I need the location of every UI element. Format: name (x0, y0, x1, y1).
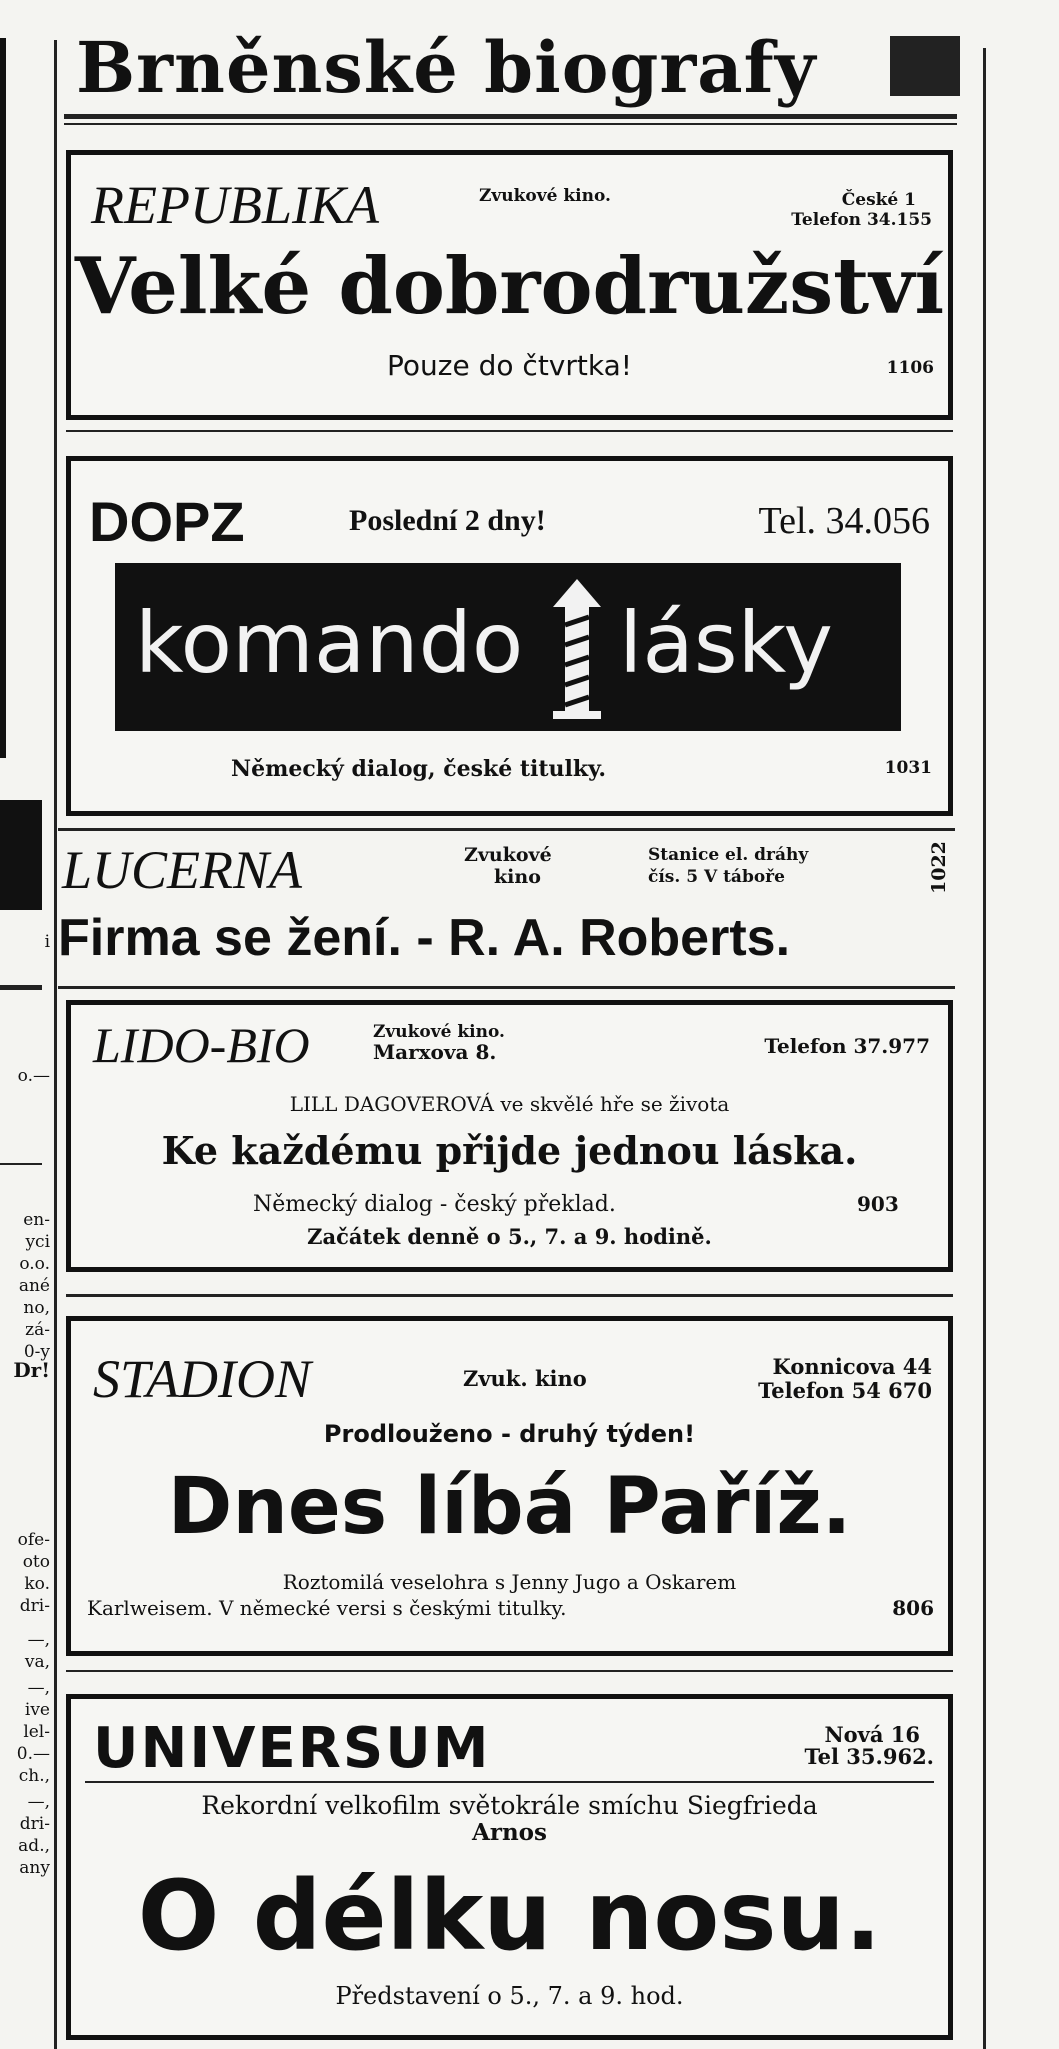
cinema-address: Konnicova 44 (772, 1354, 932, 1379)
cinema-name: DOPZ (89, 490, 245, 553)
cinema-type: Zvuk. kino (463, 1366, 587, 1391)
cinema-type-line1: Zvukové (464, 844, 552, 866)
left-fragment-line: oto (22, 1552, 50, 1572)
left-fragment-line: dri- (19, 1596, 50, 1616)
left-fragment-line: va, (24, 1652, 50, 1672)
cinema-phone: Tel 35.962. (804, 1744, 934, 1769)
screening-times: Začátek denně o 5., 7. a 9. hodině. (307, 1224, 712, 1249)
separator (66, 1294, 953, 1297)
film-description-line2: Arnos (472, 1819, 547, 1846)
left-column-bar (0, 38, 6, 758)
cinema-address: Nová 16 (824, 1722, 920, 1747)
title-rule (64, 114, 957, 119)
cinema-tagline: Prodlouženo - druhý týden! (323, 1420, 696, 1448)
left-column-block (0, 800, 42, 910)
left-fragment-line: —, (27, 1792, 50, 1812)
left-fragment-line: —, (27, 1678, 50, 1698)
cinema-type: Zvukové kino. (479, 186, 611, 206)
film-description-line2: Karlweisem. V německé versi s českými titulky. (87, 1596, 567, 1620)
film-title: Dnes líbá Paříž. (167, 1462, 852, 1552)
left-fragment-line: lel- (23, 1722, 50, 1742)
left-fragment-line: yci (25, 1232, 50, 1252)
ad-code: 806 (892, 1596, 934, 1620)
cinema-tagline: Poslední 2 dny! (349, 504, 546, 537)
film-title-right: lásky (619, 594, 833, 692)
separator (58, 828, 955, 831)
left-fragment-line: en- (23, 1210, 50, 1230)
cinema-phone: Telefon 34.155 (791, 210, 932, 230)
left-fragment-line: ive (24, 1700, 50, 1720)
film-description-line1: Rekordní velkofilm světokrále smíchu Siegfrieda (201, 1791, 818, 1820)
ad-code: 903 (857, 1192, 899, 1216)
separator (66, 1670, 953, 1672)
column-border-right (983, 48, 986, 2049)
cinema-phone: Telefon 54 670 (758, 1378, 932, 1403)
left-fragment-dr: Dr! (13, 1360, 50, 1380)
ad-code: 1022 (928, 841, 950, 894)
film-banner (115, 563, 901, 731)
left-fragment-line: 0-y (23, 1342, 50, 1362)
left-fragment-2: o.— (17, 1066, 50, 1086)
left-fragment-line: ad., (18, 1836, 50, 1856)
cinema-cast: LILL DAGOVEROVÁ ve skvělé hře se života (289, 1092, 730, 1116)
cinema-address-line1: Stanice el. dráhy (648, 845, 809, 865)
cinema-address-line2: čís. 5 V táboře (648, 867, 785, 887)
title-ornament (890, 36, 960, 96)
cinema-address: Marxova 8. (373, 1040, 497, 1064)
film-title-left: komando (135, 594, 524, 692)
cinema-dopz (66, 456, 953, 816)
cinema-name: STADION (93, 1349, 312, 1409)
screening-note: Německý dialog - český překlad. (253, 1192, 616, 1217)
cinema-name: UNIVERSUM (93, 1716, 491, 1781)
cinema-type: Zvukové kino. (373, 1022, 505, 1042)
film-title: Firma se žení. - R. A. Roberts. (58, 909, 791, 967)
cinema-republika (66, 150, 953, 420)
left-fragment-line: —, (27, 1630, 50, 1650)
cinema-type-line2: kino (494, 866, 541, 888)
tower-icon (549, 577, 605, 721)
left-fragment-line: ané (18, 1276, 50, 1296)
film-description-line1: Roztomilá veselohra s Jenny Jugo a Oskarem (282, 1570, 737, 1594)
page-title: Brněnské biografy (76, 26, 817, 109)
left-fragment-line: dri- (19, 1814, 50, 1834)
separator (66, 430, 953, 432)
film-title: Velké dobrodružství (74, 241, 945, 332)
ad-code: 1106 (886, 358, 934, 378)
film-title: O délku nosu. (137, 1860, 882, 1972)
left-fragment-line: ko. (24, 1574, 50, 1594)
left-rule (0, 985, 42, 990)
cinema-phone: Tel. 34.056 (758, 500, 930, 542)
left-fragment-line: ofe- (17, 1530, 50, 1550)
left-fragment-line: any (19, 1858, 50, 1878)
left-rule (0, 1163, 42, 1165)
column-border-left (54, 40, 57, 2049)
left-fragment-line: ch., (18, 1766, 50, 1786)
left-fragment-line: zá- (25, 1320, 50, 1340)
cinema-name: LIDO-BIO (93, 1017, 310, 1073)
title-rule-thin (64, 123, 957, 125)
screening-times: Představení o 5., 7. a 9. hod. (335, 1982, 684, 2010)
cinema-lucerna (58, 832, 958, 982)
cinema-address: České 1 (841, 190, 916, 210)
left-fragment-line: o.o. (19, 1254, 50, 1274)
left-fragment-line: no, (23, 1298, 50, 1318)
cinema-lido-bio (66, 1000, 953, 1272)
cinema-universum (66, 1694, 953, 2040)
separator (58, 986, 955, 989)
cinema-name: LUCERNA (62, 840, 303, 900)
cinema-phone: Telefon 37.977 (764, 1034, 930, 1058)
screening-note: Německý dialog, české titulky. (231, 756, 607, 782)
ad-code: 1031 (884, 758, 932, 778)
cinema-stadion (66, 1316, 953, 1656)
film-title: Ke každému přijde jednou láska. (161, 1128, 858, 1173)
screening-note: Pouze do čtvrtka! (387, 349, 632, 382)
header-rule (85, 1781, 934, 1783)
left-fragment-1: i (44, 932, 50, 952)
left-fragment-line: 0.— (16, 1744, 50, 1764)
cinema-name: REPUBLIKA (91, 175, 379, 235)
